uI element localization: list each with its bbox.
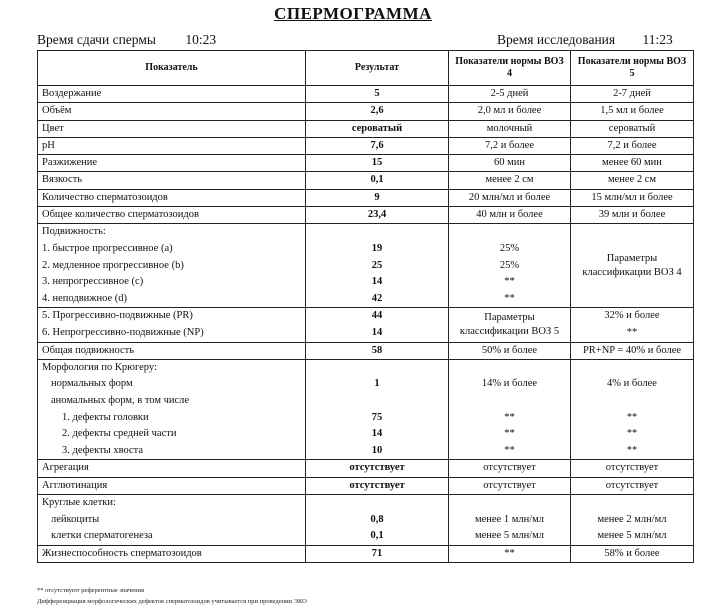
submission-label: Время сдачи спермы [37, 32, 156, 47]
who4-cell: 2-5 дней [449, 86, 571, 103]
table-row [38, 342, 694, 359]
submission-time [37, 32, 216, 48]
who5-cell: 2-7 дней [571, 86, 694, 103]
who4-cell: 50% и более [449, 342, 571, 359]
who4-cell: 40 млн и более [449, 207, 571, 224]
param-cell: pH [38, 137, 306, 154]
motility-heading: Подвижность: [42, 226, 106, 238]
header-who4: Показатели нормы ВОЗ 4 [449, 51, 571, 86]
header-result: Результат [306, 51, 449, 86]
who5-cell: PR+NP = 40% и более [571, 342, 694, 359]
param-cell: Воздержание [38, 86, 306, 103]
round-cell-who5: менее 5 млн/мл [597, 530, 667, 542]
defect-who4: ** [504, 444, 515, 456]
round-cell-param: клетки сперматогенеза [51, 530, 153, 542]
pr-np-row [38, 308, 694, 342]
who5-cell: менее 2 см [571, 172, 694, 189]
param-cell: Объём [38, 103, 306, 120]
pr-param: 5. Прогрессивно-подвижные (PR) [42, 310, 193, 322]
who4-cell: молочный [449, 120, 571, 137]
result-cell: 9 [306, 189, 449, 206]
who4-cell: 2,0 мл и более [449, 103, 571, 120]
who4-cell: ** [449, 545, 571, 562]
result-cell: 58 [306, 342, 449, 359]
result-cell: 23,4 [306, 207, 449, 224]
table-row [38, 545, 694, 562]
result-cell: 5 [306, 86, 449, 103]
param-cell: Общая подвижность [38, 342, 306, 359]
round-cells-results [306, 494, 449, 545]
who5-cell: сероватый [571, 120, 694, 137]
pr-np-who5 [571, 308, 694, 342]
defect-result: 75 [371, 411, 383, 423]
motility-who4-value: ** [504, 292, 515, 304]
param-cell: Вязкость [38, 172, 306, 189]
round-cell-who5: менее 2 млн/мл [597, 513, 667, 525]
motility-param: 3. непрогрессивное (c) [42, 276, 144, 288]
round-cells-heading: Круглые клетки: [42, 496, 116, 508]
motility-who4 [449, 224, 571, 308]
normal-forms-who4: 14% и более [481, 378, 538, 390]
np-param: 6. Непрогрессивно-подвижные (NP) [42, 326, 204, 338]
who5-cell: 58% и более [571, 545, 694, 562]
table-row [38, 103, 694, 120]
defect-who4: ** [504, 411, 515, 423]
table-row [38, 172, 694, 189]
morphology-heading: Морфология по Крюгеру: [42, 361, 157, 373]
defect-who5: ** [626, 444, 638, 456]
morphology-row [38, 359, 694, 460]
defect-param: 3. дефекты хвоста [62, 444, 144, 456]
param-cell: Цвет [38, 120, 306, 137]
motility-param: 2. медленное прогрессивное (b) [42, 259, 184, 271]
who4-cell: отсутствует [449, 460, 571, 477]
study-time [497, 32, 673, 48]
table-row [38, 207, 694, 224]
normal-forms-who5: 4% и более [607, 378, 657, 390]
pr-np-results [306, 308, 449, 342]
np-result: 14 [371, 326, 383, 338]
defect-param: 1. дефекты головки [62, 411, 149, 423]
pr-result: 44 [371, 310, 383, 322]
table-row [38, 86, 694, 103]
header-row [38, 51, 694, 86]
param-cell: Количество сперматозоидов [38, 189, 306, 206]
motility-result: 42 [371, 292, 383, 304]
result-cell: отсутствует [306, 460, 449, 477]
motility-param: 1. быстрое прогрессивное (а) [42, 242, 173, 254]
round-cell-who4: менее 1 млн/мл [474, 513, 545, 525]
defect-result: 14 [371, 428, 383, 440]
round-cells-who4 [449, 494, 571, 545]
motility-result: 14 [371, 276, 383, 288]
who4-cell: менее 2 см [449, 172, 571, 189]
morphology-results [306, 359, 449, 460]
motility-who4-value: 25% [499, 259, 520, 271]
who5-cell: отсутствует [571, 460, 694, 477]
round-cell-result: 0,8 [370, 513, 384, 525]
abnormal-forms-label: аномальных форм, в том числе [51, 395, 190, 407]
pr-who5: 32% и более [604, 310, 660, 322]
round-cells-params [38, 494, 306, 545]
round-cell-result: 0,1 [370, 530, 384, 542]
result-cell: 71 [306, 545, 449, 562]
result-cell: 7,6 [306, 137, 449, 154]
motility-who5-note: Параметры классификации ВОЗ 4 [571, 224, 694, 308]
defect-who4: ** [504, 428, 515, 440]
np-who5: ** [626, 326, 638, 338]
who4-cell: отсутствует [449, 477, 571, 494]
motility-result: 19 [371, 242, 383, 254]
who5-cell: менее 60 мин [571, 155, 694, 172]
footnote: ** отсутствуют референтные значения [37, 587, 145, 594]
motility-param: 4. неподвижное (d) [42, 292, 128, 304]
defect-result: 10 [371, 444, 383, 456]
who5-cell: 1,5 мл и более [571, 103, 694, 120]
defect-param: 2. дефекты средней части [62, 428, 177, 440]
round-cell-who4: менее 5 млн/мл [474, 530, 545, 542]
motility-who4-value: ** [504, 276, 515, 288]
motility-params [38, 224, 306, 308]
defect-who5: ** [626, 411, 638, 423]
study-time-value: 11:23 [642, 32, 673, 47]
submission-time-value: 10:23 [185, 32, 217, 47]
morphology-who5 [571, 359, 694, 460]
motility-row [38, 224, 694, 308]
who5-cell: отсутствует [571, 477, 694, 494]
param-cell: Общее количество сперматозоидов [38, 207, 306, 224]
header-who5: Показатели нормы ВОЗ 5 [571, 51, 694, 86]
spermogram-table [37, 50, 694, 563]
defect-who5: ** [626, 428, 638, 440]
who4-cell: 60 мин [449, 155, 571, 172]
result-cell: сероватый [306, 120, 449, 137]
param-cell: Агглютинация [38, 477, 306, 494]
page-title: СПЕРМОГРАММА [274, 4, 432, 23]
who5-cell: 7,2 и более [571, 137, 694, 154]
normal-forms-param: нормальных форм [51, 378, 133, 390]
table-row [38, 120, 694, 137]
param-cell: Разжижение [38, 155, 306, 172]
table-row [38, 477, 694, 494]
param-cell: Агрегация [38, 460, 306, 477]
param-cell: Жизнеспособность сперматозоидов [38, 545, 306, 562]
header-param: Показатель [38, 51, 306, 86]
normal-forms-result: 1 [374, 378, 380, 390]
motility-results [306, 224, 449, 308]
who4-cell: 7,2 и более [449, 137, 571, 154]
table-row [38, 155, 694, 172]
motility-result: 25 [371, 259, 383, 271]
pr-np-params [38, 308, 306, 342]
result-cell: отсутствует [306, 477, 449, 494]
table-row [38, 189, 694, 206]
morphology-who4 [449, 359, 571, 460]
morphology-params [38, 359, 306, 460]
pr-np-who4-note: Параметры классификации ВОЗ 5 [449, 308, 571, 342]
result-cell: 0,1 [306, 172, 449, 189]
who5-cell: 15 млн/мл и более [571, 189, 694, 206]
round-cells-row [38, 494, 694, 545]
table-row [38, 137, 694, 154]
result-cell: 15 [306, 155, 449, 172]
who4-cell: 20 млн/мл и более [449, 189, 571, 206]
footnote: Дифференциация морфологических дефектов сперматозоидов учитывается при проведении ЭКО [37, 598, 307, 605]
table-row [38, 460, 694, 477]
round-cells-who5 [571, 494, 694, 545]
study-label: Время исследования [497, 32, 616, 47]
result-cell: 2,6 [306, 103, 449, 120]
motility-who4-value: 25% [499, 242, 520, 254]
who5-cell: 39 млн и более [571, 207, 694, 224]
round-cell-param: лейкоциты [51, 513, 100, 525]
